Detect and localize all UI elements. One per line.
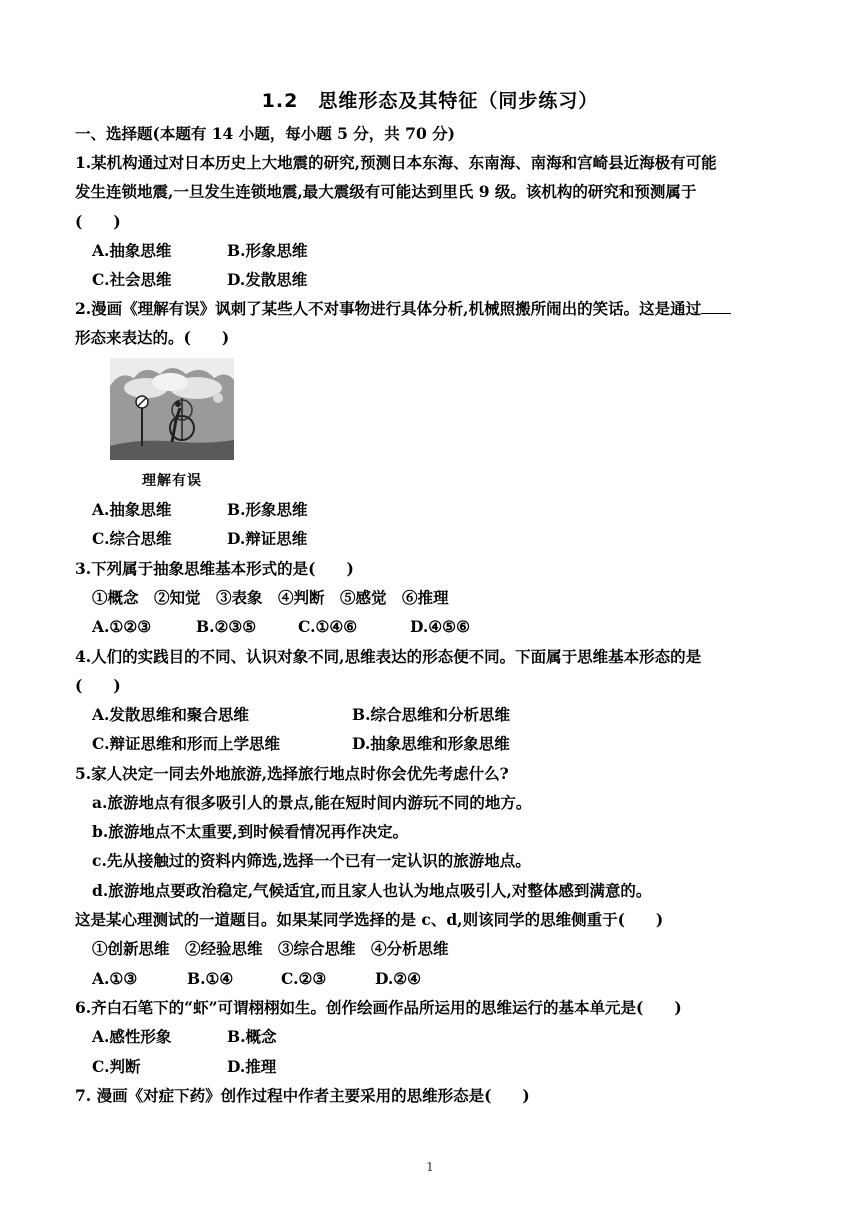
q3-option-d: D.④⑤⑥ (410, 617, 470, 636)
q3-items: ①概念 ②知觉 ③表象 ④判断 ⑤感觉 ⑥推理 (92, 588, 449, 607)
q5-option-b: B.①④ (187, 969, 234, 988)
fill-blank (701, 299, 731, 314)
q5-option-d: D.②④ (375, 969, 422, 988)
q4-option-a: A.发散思维和聚合思维 (92, 705, 249, 724)
q6-option-b: B.概念 (227, 1027, 277, 1046)
q5-choice-d: d.旅游地点要政治稳定,气候适宜,而且家人也认为地点吸引人,对整体感到满意的。 (92, 881, 652, 900)
cartoon-image (110, 358, 234, 460)
q6-option-c: C.判断 (92, 1057, 141, 1076)
q5-choice-c: c.先从接触过的资料内筛选,选择一个已有一定认识的旅游地点。 (92, 851, 531, 870)
q5-question: 这是某心理测试的一道题目。如果某同学选择的是 c、d,则该同学的思维侧重于( ) (75, 910, 664, 929)
q4-answer-paren: ( ) (75, 676, 121, 695)
section-header: 一、选择题(本题有 14 小题，每小题 5 分，共 70 分) (75, 124, 455, 143)
q2-stem-line2: 形态来表达的。( ) (75, 328, 230, 347)
q6-option-a: A.感性形象 (92, 1027, 172, 1046)
q4-option-b: B.综合思维和分析思维 (352, 705, 510, 724)
q5-items: ①创新思维 ②经验思维 ③综合思维 ④分析思维 (92, 939, 449, 958)
q3-option-c: C.①④⑥ (298, 617, 358, 636)
page-title: 1.2 思维形态及其特征（同步练习） (261, 90, 599, 112)
q1-option-b: B.形象思维 (227, 241, 308, 260)
q1-option-c: C.社会思维 (92, 270, 172, 289)
q1-option-a: A.抽象思维 (92, 241, 172, 260)
q1-stem-line2: 发生连锁地震,一旦发生连锁地震,最大震级有可能达到里氏 9 级。该机构的研究和预测属于 (75, 182, 697, 201)
q2-stem-line1: 2.漫画《理解有误》讽刺了某些人不对事物进行具体分析,机械照搬所闹出的笑话。这是通过 (75, 299, 731, 319)
q4-option-c: C.辩证思维和形而上学思维 (92, 734, 280, 753)
cartoon-caption: 理解有误 (142, 473, 202, 489)
q2-option-b: B.形象思维 (227, 500, 308, 519)
q5-option-c: C.②③ (281, 969, 327, 988)
q5-choice-a: a.旅游地点有很多吸引人的景点,能在短时间内游玩不同的地方。 (92, 793, 532, 812)
q5-option-a: A.①③ (92, 969, 138, 988)
q5-choice-b: b.旅游地点不太重要,到时候看情况再作决定。 (92, 822, 409, 841)
q3-option-a: A.①②③ (92, 617, 152, 636)
q4-stem-line1: 4.人们的实践目的不同、认识对象不同,思维表达的形态便不同。下面属于思维基本形态的是 (75, 647, 702, 666)
q2-option-a: A.抽象思维 (92, 500, 172, 519)
q1-answer-paren: ( ) (75, 212, 121, 231)
page-number: 1 (426, 1160, 434, 1174)
q2-option-c: C.综合思维 (92, 529, 172, 548)
q6-stem: 6.齐白石笔下的“虾”可谓栩栩如生。创作绘画作品所运用的思维运行的基本单元是( ) (75, 998, 682, 1017)
q3-option-b: B.②③⑤ (196, 617, 257, 636)
q5-stem: 5.家人决定一同去外地旅游,选择旅行地点时你会优先考虑什么? (75, 764, 509, 783)
q7-stem: 7. 漫画《对症下药》创作过程中作者主要采用的思维形态是( ) (75, 1086, 530, 1105)
q2-option-d: D.辩证思维 (227, 529, 308, 548)
q1-option-d: D.发散思维 (227, 270, 308, 289)
q4-option-d: D.抽象思维和形象思维 (352, 734, 510, 753)
q1-stem-line1: 1.某机构通过对日本历史上大地震的研究,预测日本东海、东南海、南海和宫崎县近海极有可能 (75, 153, 717, 172)
q6-option-d: D.推理 (227, 1057, 277, 1076)
q3-stem: 3.下列属于抽象思维基本形式的是( ) (75, 559, 354, 578)
